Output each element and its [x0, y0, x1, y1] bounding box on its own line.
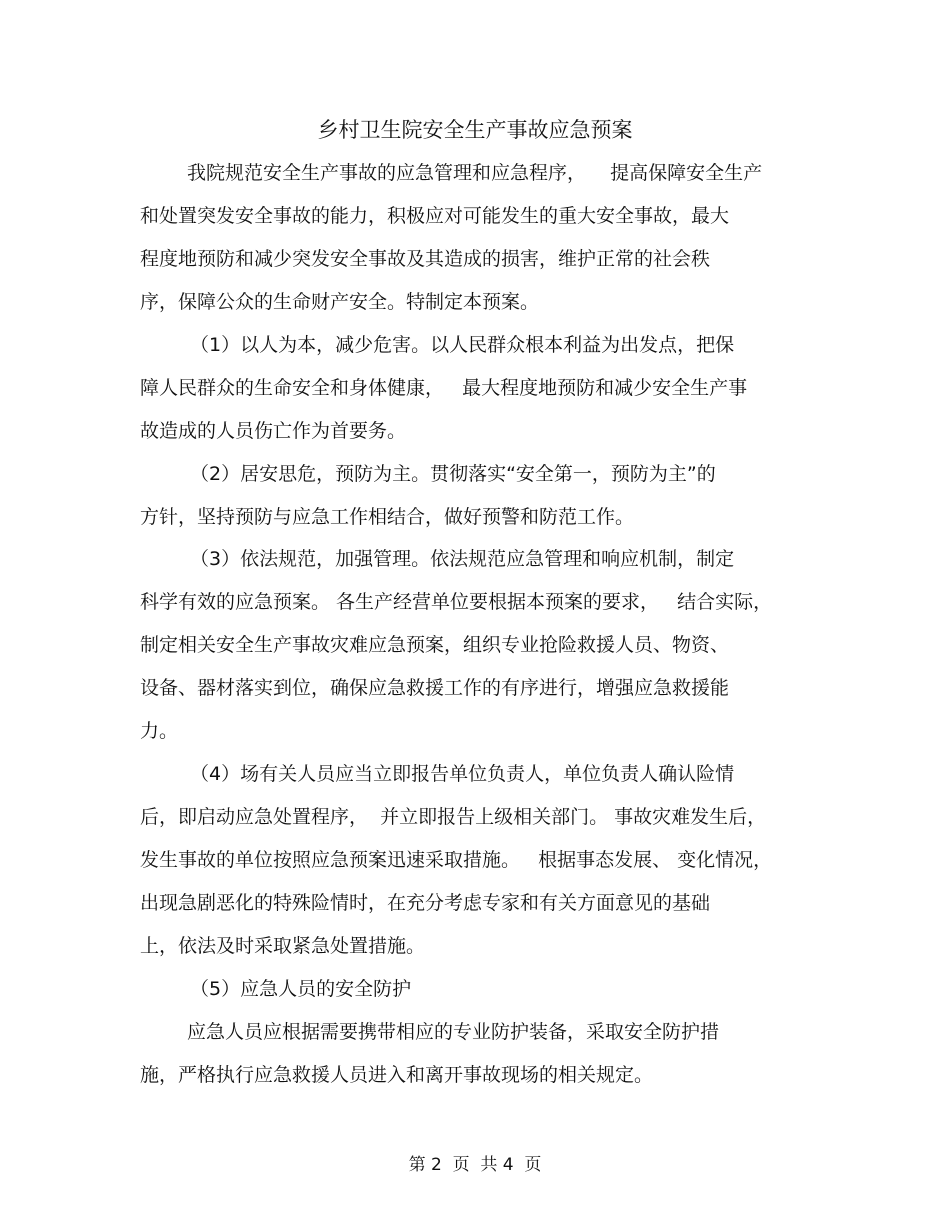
- paragraph-line: 设备、器材落实到位，确保应急救援工作的有序进行，增强应急救援能: [140, 677, 730, 699]
- page-number-footer: 第 2 页 共 4 页: [408, 1155, 542, 1175]
- paragraph-line: （5）应急人员的安全防护: [190, 978, 412, 1000]
- paragraph-line: 序，保障公众的生命财产安全。特制定本预案。: [140, 291, 540, 313]
- paragraph-line: （3）依法规范，加强管理。依法规范应急管理和响应机制，制定: [190, 548, 735, 570]
- paragraph-line: 障人民群众的生命安全和身体健康， 最大程度地预防和减少安全生产事: [140, 377, 748, 399]
- paragraph-line: 力。: [140, 720, 179, 742]
- paragraph-line: 故造成的人员伤亡作为首要务。: [140, 420, 407, 442]
- paragraph-line: 发生事故的单位按照应急预案迅速采取措施。 根据事态发展、 变化情况，: [140, 849, 773, 871]
- paragraph-line: 和处置突发安全事故的能力，积极应对可能发生的重大安全事故，最大: [140, 205, 730, 227]
- paragraph-line: 后，即启动应急处置程序， 并立即报告上级相关部门。 事故灾难发生后，: [140, 806, 767, 828]
- paragraph-line: （1）以人为本，减少危害。以人民群众根本利益为出发点，把保: [190, 334, 735, 356]
- paragraph-line: 应急人员应根据需要携带相应的专业防护装备，采取安全防护措: [187, 1021, 720, 1043]
- paragraph-line: 出现急剧恶化的特殊险情时，在充分考虑专家和有关方面意见的基础: [140, 892, 711, 914]
- paragraph-line: 方针，坚持预防与应急工作相结合，做好预警和防范工作。: [140, 506, 635, 528]
- paragraph-line: 科学有效的应急预案。 各生产经营单位要根据本预案的要求， 结合实际，: [140, 591, 773, 613]
- paragraph-line: 程度地预防和减少突发安全事故及其造成的损害，维护正常的社会秩: [140, 248, 711, 270]
- paragraph-line: 制定相关安全生产事故灾难应急预案，组织专业抢险救援人员、物资、: [140, 634, 730, 656]
- paragraph-line: （4）场有关人员应当立即报告单位负责人，单位负责人确认险情: [190, 763, 735, 785]
- paragraph-line: 施，严格执行应急救援人员进入和离开事故现场的相关规定。: [140, 1064, 654, 1086]
- paragraph-line: （2）居安思危，预防为主。贯彻落实“安全第一，预防为主”的: [190, 463, 716, 485]
- paragraph-line: 上，依法及时采取紧急处置措施。: [140, 935, 426, 957]
- paragraph-line: 我院规范安全生产事故的应急管理和应急程序， 提高保障安全生产: [187, 162, 763, 184]
- document-title: 乡村卫生院安全生产事故应急预案: [317, 118, 633, 142]
